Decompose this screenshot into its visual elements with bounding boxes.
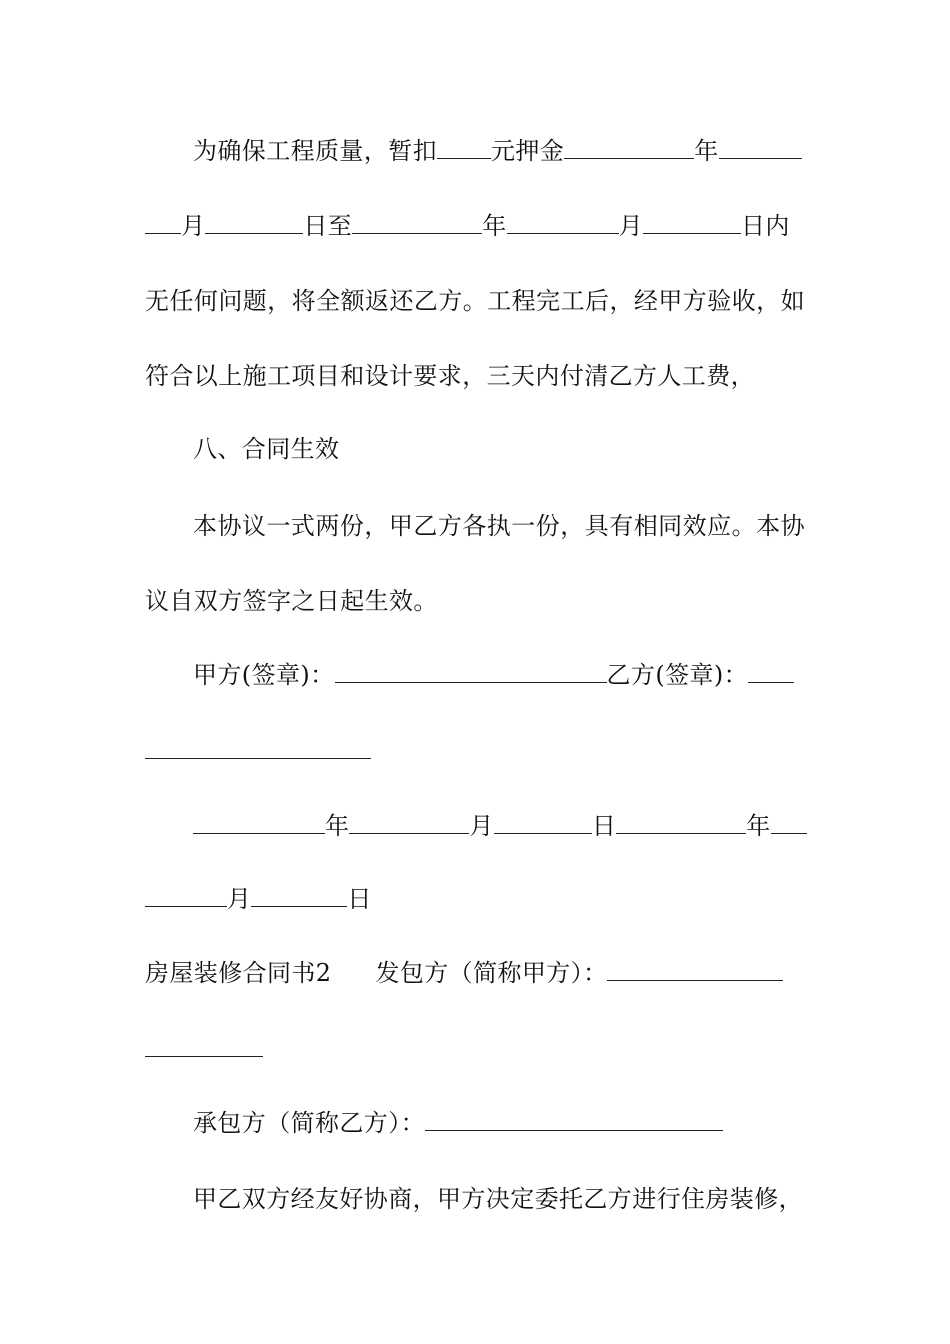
blank bbox=[507, 211, 619, 234]
contract-2-heading-line bbox=[145, 958, 805, 988]
month-label: 月 bbox=[227, 885, 252, 913]
party-a-sign-label: 甲方(签章)： bbox=[193, 661, 335, 689]
day-within-label: 日内 bbox=[741, 212, 790, 240]
party-b-day-blank bbox=[251, 884, 347, 907]
contractor-continuation-line bbox=[145, 1034, 805, 1064]
party-b-year-blank bbox=[616, 811, 746, 834]
day-label: 日 bbox=[347, 885, 372, 913]
year-label: 年 bbox=[325, 812, 350, 840]
year-label: 年 bbox=[482, 212, 507, 240]
effect-line-1: 本协议一式两份，甲乙方各执一份，具有相同效应。本协 bbox=[193, 512, 805, 540]
year-label: 年 bbox=[746, 812, 771, 840]
blank bbox=[643, 211, 741, 234]
month-label: 月 bbox=[181, 212, 206, 240]
party-a-year-blank bbox=[193, 811, 325, 834]
month-label: 月 bbox=[618, 212, 644, 240]
year-label: 年 bbox=[694, 137, 719, 165]
party-b-month-blank bbox=[771, 811, 807, 834]
contractor-label: 发包方（简称甲方）： bbox=[375, 959, 608, 987]
deposit-line-4: 符合以上施工项目和设计要求，三天内付清乙方人工费， bbox=[145, 362, 755, 390]
party-a-day-blank bbox=[494, 811, 592, 834]
blank bbox=[352, 211, 482, 234]
party-b-sign-blank-continued bbox=[145, 736, 371, 759]
deposit-month-blank bbox=[719, 136, 802, 159]
deposit-amount-blank bbox=[437, 136, 491, 159]
contract-2-title: 房屋装修合同书2 bbox=[145, 959, 332, 987]
signature-line bbox=[145, 660, 853, 690]
party-b-sign-blank bbox=[748, 660, 794, 683]
month-label: 月 bbox=[469, 812, 494, 840]
subcontractor-line bbox=[145, 1108, 853, 1138]
day-label: 日 bbox=[591, 812, 617, 840]
effect-line-2: 议自双方签字之日起生效。 bbox=[145, 587, 438, 615]
date-line-2 bbox=[145, 884, 805, 914]
blank bbox=[205, 211, 303, 234]
contractor-name-blank-continued bbox=[145, 1034, 263, 1057]
contractor-name-blank bbox=[607, 958, 783, 981]
party-a-month-blank bbox=[349, 811, 469, 834]
section-8-title: 八、合同生效 bbox=[193, 435, 340, 463]
deposit-line-1 bbox=[145, 136, 853, 166]
signature-continuation-line bbox=[145, 736, 805, 766]
party-a-sign-blank bbox=[335, 660, 607, 683]
day-to-label: 日至 bbox=[303, 212, 353, 240]
party-b-sign-label: 乙方(签章)： bbox=[606, 661, 749, 689]
deposit-line-3: 无任何问题，将全额返还乙方。工程完工后，经甲方验收，如 bbox=[145, 287, 805, 315]
date-line-1 bbox=[145, 811, 853, 841]
deposit-text-1: 为确保工程质量，暂扣 bbox=[193, 137, 437, 165]
subcontractor-name-blank bbox=[425, 1108, 723, 1131]
subcontractor-label: 承包方（简称乙方）： bbox=[193, 1109, 425, 1137]
blank bbox=[145, 211, 181, 234]
deposit-year-blank bbox=[564, 136, 694, 159]
agreement-line-1: 甲乙双方经友好协商，甲方决定委托乙方进行住房装修， bbox=[193, 1185, 803, 1213]
deposit-line-2 bbox=[145, 211, 805, 241]
party-b-month-blank-continued bbox=[145, 884, 227, 907]
deposit-text-2: 元押金 bbox=[491, 137, 565, 165]
